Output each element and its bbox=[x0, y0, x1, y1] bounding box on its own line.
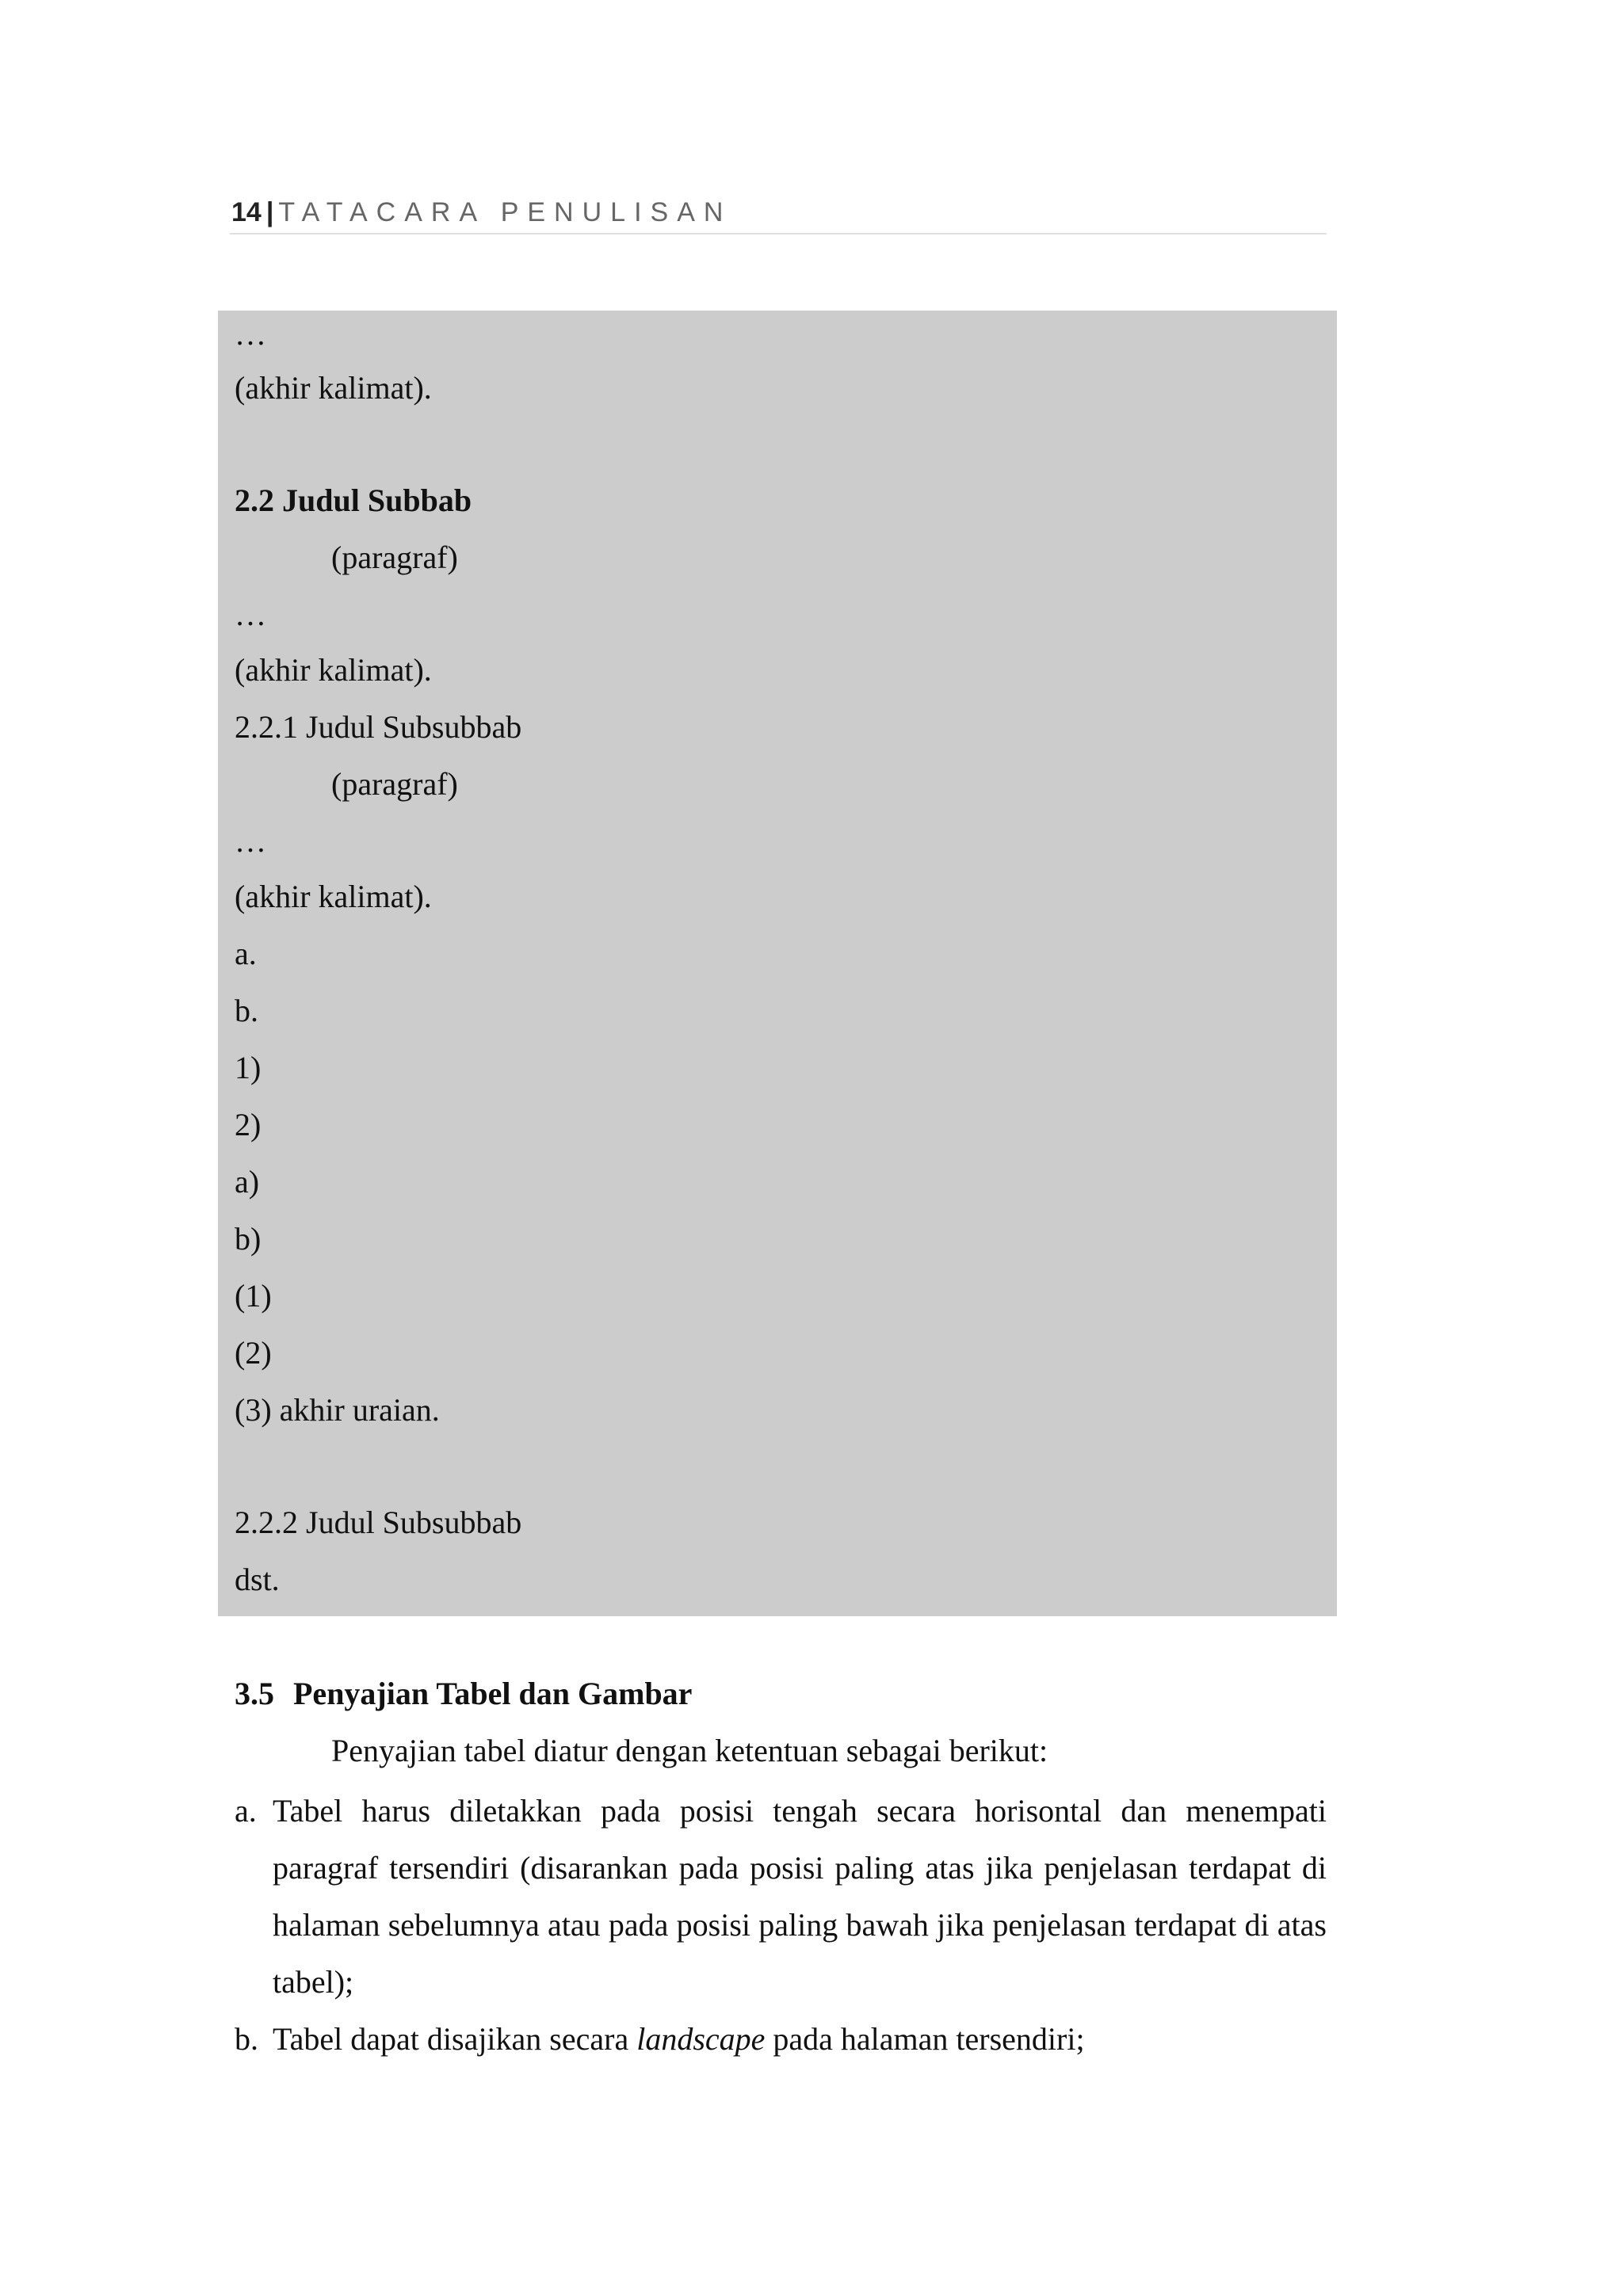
list-marker-line: (3) akhir uraian. bbox=[235, 1392, 440, 1428]
list-marker: b. bbox=[235, 2021, 258, 2057]
paragraph-placeholder: (paragraf) bbox=[331, 540, 458, 575]
list-marker-line: (1) bbox=[235, 1278, 272, 1314]
subbab-heading: 2.2 Judul Subbab bbox=[235, 482, 472, 518]
list-text-before: Tabel dapat disajikan secara bbox=[273, 2021, 637, 2057]
ellipsis-line: … bbox=[235, 316, 266, 352]
running-title: TATACARA PENULISAN bbox=[278, 197, 732, 227]
page-number: 14 bbox=[231, 197, 262, 227]
list-marker-line: 1) bbox=[235, 1050, 262, 1085]
list-marker-line: a) bbox=[235, 1164, 260, 1199]
list-text-italic: landscape bbox=[636, 2021, 766, 2057]
list-item bbox=[235, 2011, 1327, 2068]
list-marker-line: b) bbox=[235, 1221, 262, 1257]
end-sentence-line: (akhir kalimat). bbox=[235, 879, 432, 914]
list-text-after: pada halaman tersendiri; bbox=[765, 2021, 1085, 2057]
list-marker: a. bbox=[235, 1793, 257, 1829]
end-sentence-line: (akhir kalimat). bbox=[235, 652, 432, 688]
paragraph-placeholder: (paragraf) bbox=[331, 766, 458, 802]
running-header bbox=[231, 195, 1327, 230]
end-sentence-line: (akhir kalimat). bbox=[235, 370, 432, 406]
section-number: 3.5 bbox=[235, 1676, 274, 1711]
subsubbab-heading: 2.2.1 Judul Subsubbab bbox=[235, 709, 522, 745]
list-marker-line: a. bbox=[235, 936, 257, 971]
list-marker-line: 2) bbox=[235, 1107, 262, 1142]
header-divider bbox=[230, 233, 1327, 235]
continuation-line: dst. bbox=[235, 1562, 280, 1597]
list-marker-line: b. bbox=[235, 993, 258, 1028]
section-intro: Penyajian tabel diatur dengan ketentuan sebagai berikut: bbox=[331, 1733, 1048, 1768]
section-heading bbox=[235, 1675, 692, 1713]
ellipsis-line: … bbox=[235, 823, 266, 859]
ellipsis-line: … bbox=[235, 597, 266, 632]
list-item-text bbox=[273, 2011, 1327, 2068]
header-separator: | bbox=[265, 197, 274, 227]
list-item-text: Tabel harus diletakkan pada posisi tengah secara horisontal dan menempati paragraf tersendiri (disarankan pada posisi paling atas jika penjelasan terdapat di halaman sebelumnya atau pada posisi paling bawah jika penjelasan terdapat di atas tabel); bbox=[273, 1793, 1327, 2000]
section-title: Penyajian Tabel dan Gambar bbox=[293, 1676, 693, 1711]
list-item bbox=[235, 1783, 1327, 2011]
subsubbab-heading: 2.2.2 Judul Subsubbab bbox=[235, 1505, 522, 1540]
list-marker-line: (2) bbox=[235, 1335, 272, 1371]
